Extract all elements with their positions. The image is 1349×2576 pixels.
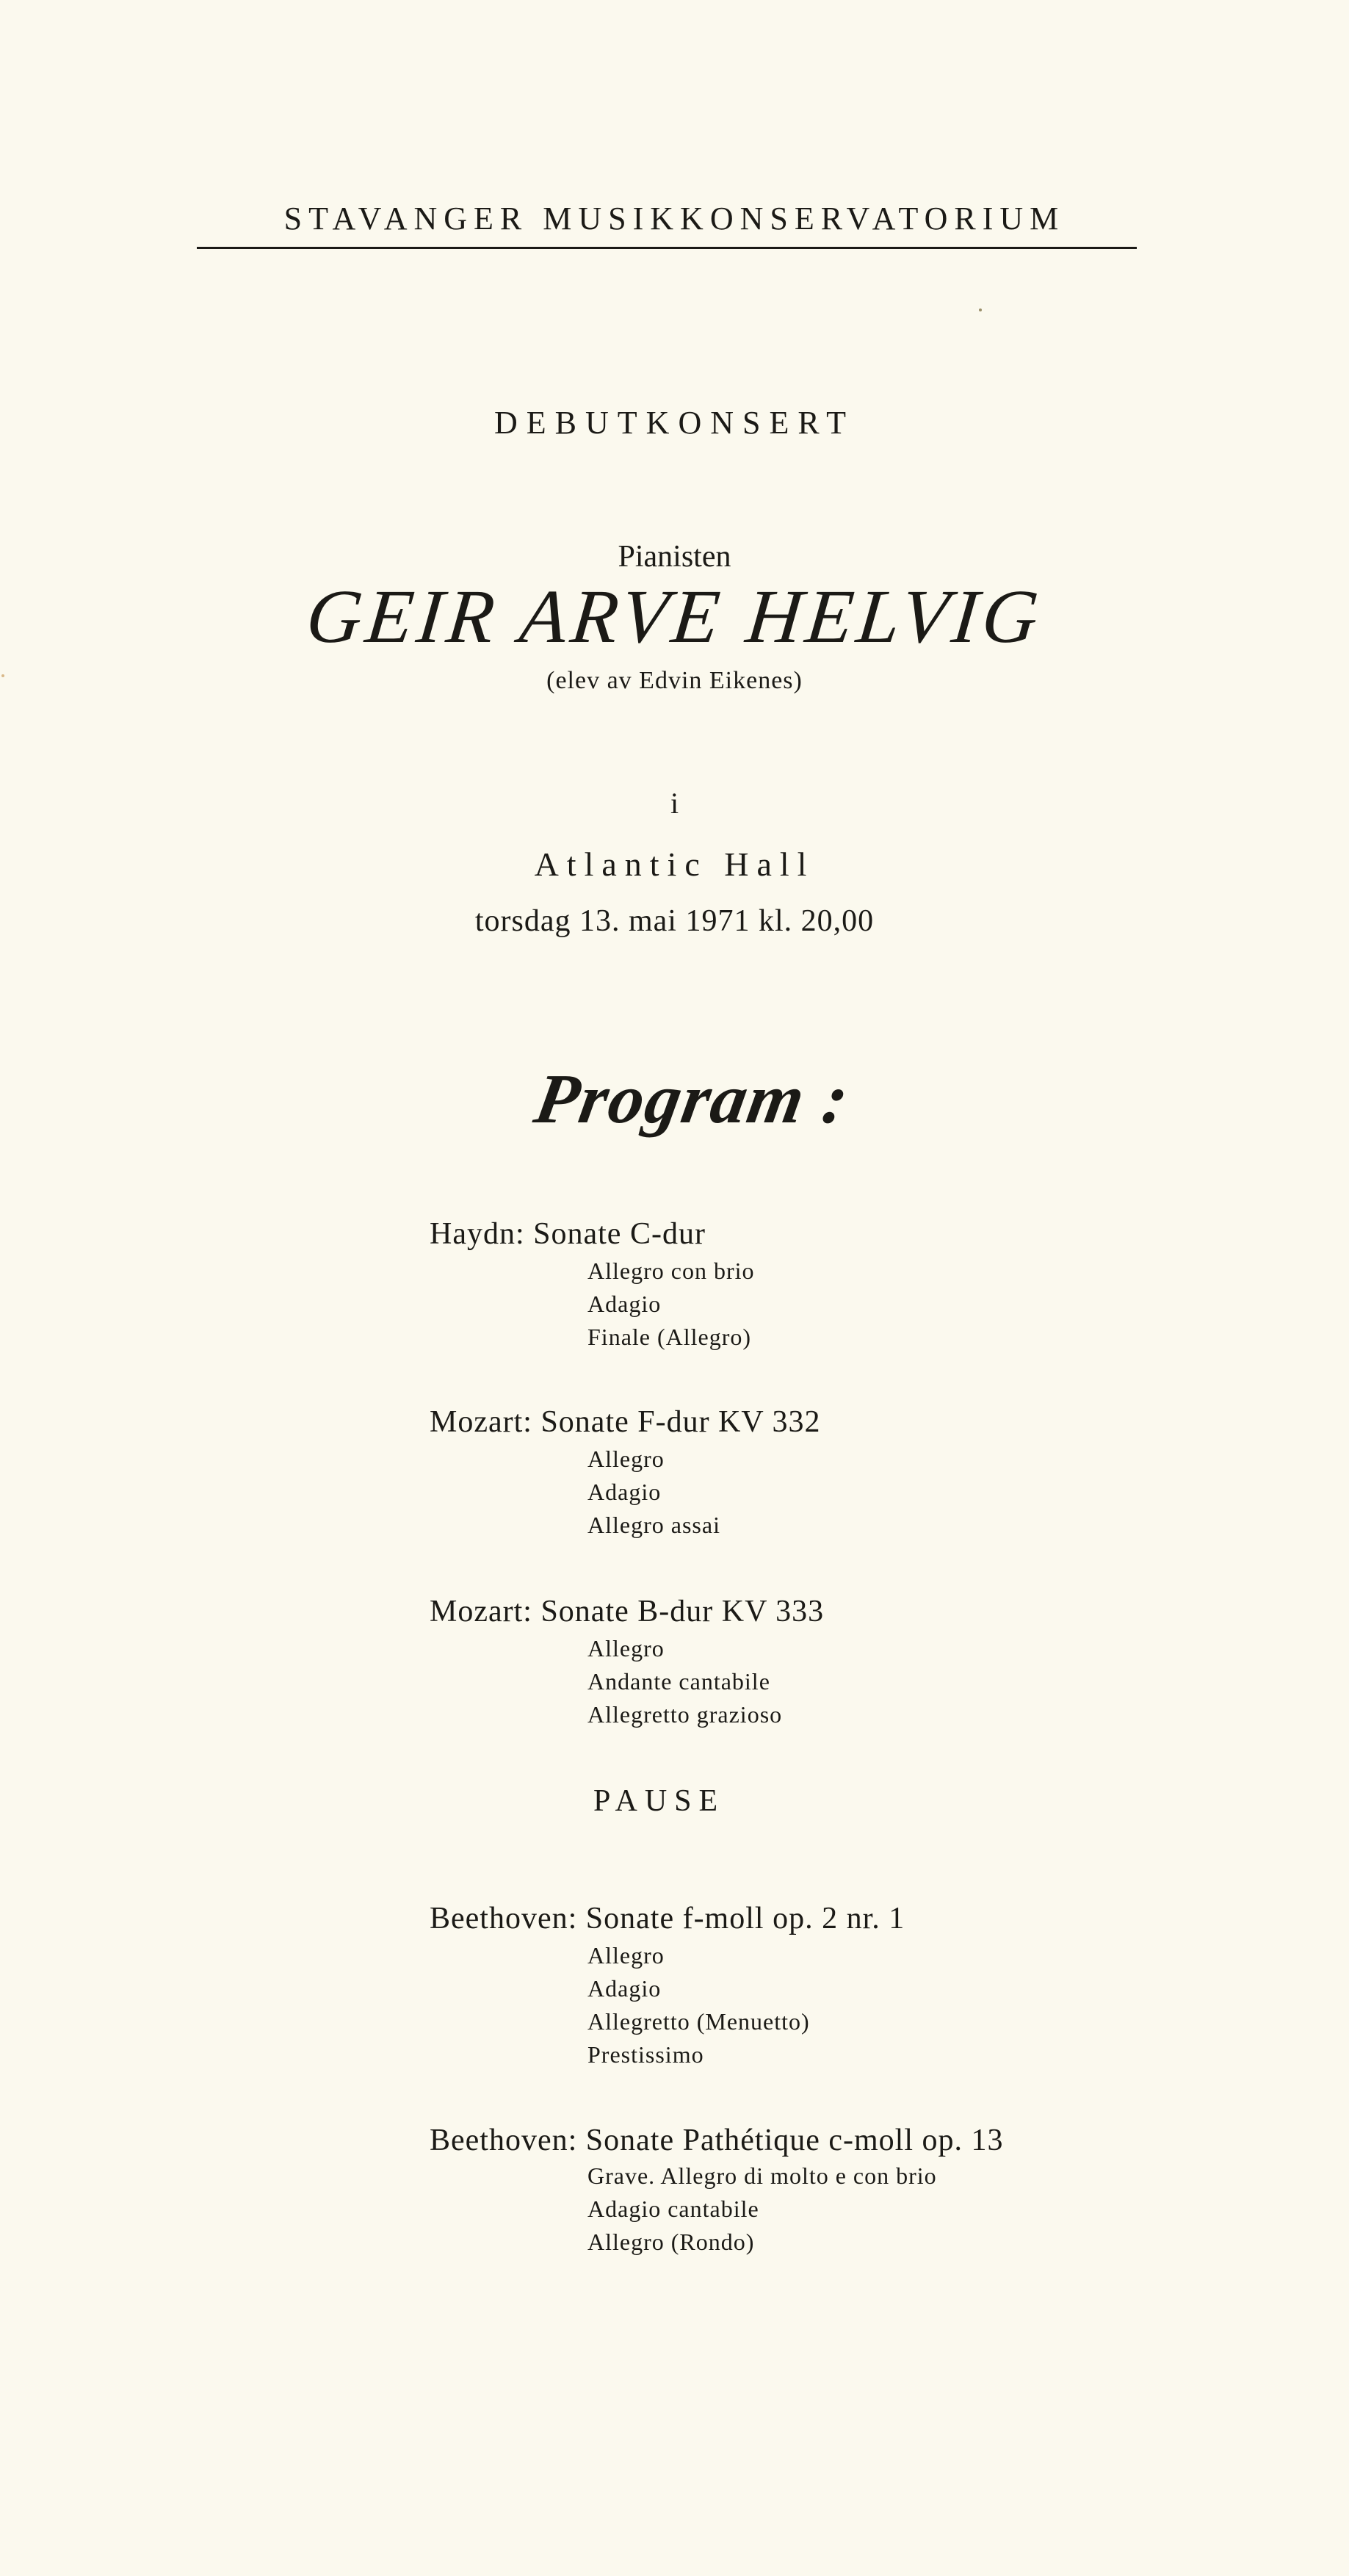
- venue-preposition: i: [670, 787, 679, 820]
- movement-item: Adagio: [587, 1291, 662, 1317]
- performer-name: GEIR ARVE HELVIG: [302, 574, 1047, 659]
- work-title-beethoven-op2: Beethoven: Sonate f-moll op. 2 nr. 1: [430, 1902, 905, 1935]
- paper-speck: [1, 674, 4, 677]
- movement-item: Allegro: [587, 1635, 665, 1662]
- movement-item: Allegro assai: [587, 1512, 720, 1538]
- header-rule: [197, 247, 1137, 249]
- work-title-beethoven-op13: Beethoven: Sonate Pathétique c-moll op. 13: [430, 2124, 1004, 2157]
- movement-item: Allegretto grazioso: [587, 1701, 783, 1728]
- program-heading: Program :: [529, 1059, 856, 1138]
- movement-list-beethoven-op13: [587, 2160, 937, 2259]
- movement-list-beethoven-op2: [587, 1939, 810, 2071]
- movement-item: Allegretto (Menuetto): [587, 2008, 810, 2035]
- concert-type: DEBUTKONSERT: [494, 405, 855, 441]
- work-title-haydn: Haydn: Sonate C-dur: [430, 1217, 706, 1251]
- movement-item: Allegro: [587, 1942, 665, 1969]
- movement-list-mozart-kv332: [587, 1443, 720, 1542]
- institution-name: STAVANGER MUSIKKONSERVATORIUM: [283, 201, 1066, 237]
- movement-list-haydn: [587, 1255, 755, 1354]
- movement-item: Prestissimo: [587, 2041, 704, 2068]
- movement-item: Andante cantabile: [587, 1668, 770, 1695]
- performer-role: Pianisten: [618, 540, 731, 574]
- teacher-note: (elev av Edvin Eikenes): [546, 667, 803, 694]
- movement-item: Allegro: [587, 1446, 665, 1472]
- movement-item: Adagio: [587, 1975, 662, 2002]
- movement-item: Finale (Allegro): [587, 1324, 752, 1350]
- work-title-mozart-kv332: Mozart: Sonate F-dur KV 332: [430, 1405, 821, 1439]
- work-title-mozart-kv333: Mozart: Sonate B-dur KV 333: [430, 1595, 825, 1628]
- venue-name: Atlantic Hall: [534, 845, 815, 883]
- paper-speck: [979, 309, 982, 311]
- movement-item: Adagio cantabile: [587, 2196, 759, 2222]
- movement-list-mozart-kv333: [587, 1632, 782, 1731]
- movement-item: Adagio: [587, 1479, 662, 1505]
- movement-item: Allegro con brio: [587, 1258, 755, 1284]
- pause-label: PAUSE: [593, 1784, 726, 1818]
- movement-item: Grave. Allegro di molto e con brio: [587, 2162, 937, 2189]
- movement-item: Allegro (Rondo): [587, 2229, 755, 2255]
- event-datetime: torsdag 13. mai 1971 kl. 20,00: [474, 904, 875, 938]
